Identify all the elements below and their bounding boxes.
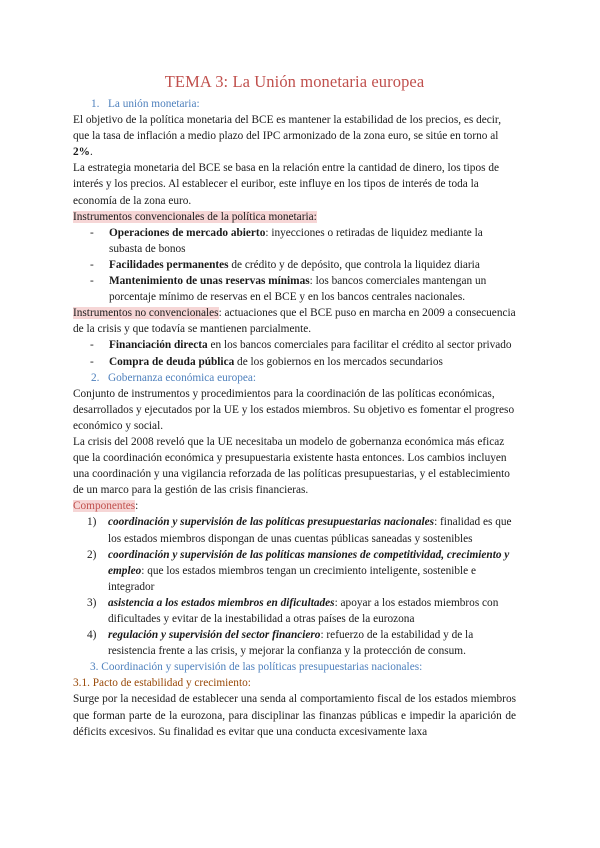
list-item	[73, 514, 516, 546]
list-number: 3)	[87, 596, 97, 609]
list-item-term: Operaciones de mercado abierto	[109, 226, 266, 239]
section-1-title: La unión monetaria:	[108, 98, 200, 110]
conventional-instruments-list	[73, 225, 516, 305]
list-item	[73, 354, 516, 370]
dash-bullet: -	[90, 226, 94, 239]
list-item-text: : refuerzo de la estabilidad y de la resistencia frente a las crisis, y mejorar la confianza y la protección de consum.	[108, 629, 474, 658]
list-item	[73, 225, 516, 257]
list-number: 2)	[87, 548, 97, 561]
document-page	[73, 72, 516, 740]
list-item-term: coordinación y supervisión de las políticas presupuestarias nacionales	[108, 516, 435, 529]
components-heading	[73, 498, 516, 514]
list-item-text: en los bancos comerciales para facilitar el crédito al sector privado	[207, 339, 512, 352]
paragraph-1-text: El objetivo de la política monetaria del BCE es mantener la estabilidad de los precios, es decir, que la tasa de inflación a medio plazo del IPC armonizado de la zona euro, se sitúe en torno al	[73, 114, 502, 143]
paragraph-4: La crisis del 2008 reveló que la UE necesitaba un modelo de gobernanza económica más eficaz que la coordinación económica y presupuestaria existente hasta entonces. Los cambios incluyen una coordinación y una vigilancia reforzada de las políticas presupuestarias, y el establecimiento de un marco para la gestión de las crisis financieras.	[73, 435, 510, 497]
dash-bullet: -	[90, 339, 94, 352]
nonconventional-instruments-text: : actuaciones que el BCE puso en marcha en 2009 a consecuencia de la crisis y que todavía se mantienen parcialmente.	[73, 307, 516, 336]
section-2-number: 2.	[91, 371, 100, 384]
list-item-term: regulación y supervisión del sector financiero	[108, 629, 321, 642]
components-label: Componentes	[73, 500, 136, 513]
list-item-term: Mantenimiento de unas reservas mínimas	[109, 275, 310, 288]
nonconventional-instruments-list	[73, 337, 516, 369]
list-item-term: Financiación directa	[109, 339, 208, 352]
list-item-text: : finalidad es que los estados miembros dispongan de unas cuentas públicas saneadas y sostenibles	[108, 516, 512, 545]
list-item	[73, 547, 516, 595]
dash-bullet: -	[90, 275, 94, 288]
list-item	[73, 595, 516, 627]
section-1-number: 1.	[91, 98, 100, 110]
dash-bullet: -	[90, 258, 94, 271]
conventional-instruments-heading	[73, 209, 516, 225]
paragraph-5: Surge por la necesidad de establecer una senda al comportamiento fiscal de los estados miembros que forman parte de la eurozona, para disciplinar las finanzas públicas e impedir la aparición de déficits excesivos. Su finalidad es evitar que una conducta excesivamente laxa	[73, 693, 516, 738]
section-3-1-heading: 3.1. Pacto de estabilidad y crecimiento:	[73, 677, 251, 690]
paragraph-1-end: .	[89, 146, 93, 159]
paragraph-2: La estrategia monetaria del BCE se basa en la relación entre la cantidad de dinero, los tipos de interés y los precios. Al establecer el euribor, este influye en los tipos de interés de toda la economía de la zona euro.	[73, 162, 499, 207]
list-item-term: asistencia a los estados miembros en dificultades	[108, 596, 335, 609]
list-item-term: coordinación y supervisión de las políticas mansiones de competitividad, crecimiento y empleo	[108, 548, 510, 577]
nonconventional-instruments-paragraph	[73, 305, 516, 337]
list-item	[73, 257, 516, 273]
list-item-text: : inyecciones o retiradas de liquidez mediante la subasta de bonos	[109, 226, 483, 255]
dash-bullet: -	[90, 355, 94, 368]
list-item-term: Compra de deuda pública	[109, 355, 235, 368]
list-item-text: : apoyar a los estados miembros con dificultades y evitar de la inestabilidad a otras países de la eurozona	[108, 596, 499, 625]
paragraph-3: Conjunto de instrumentos y procedimientos para la coordinación de las políticas económicas, desarrollados y ejecutados por la UE y los estados miembros. Su objetivo es fomentar el progreso económico y social.	[73, 387, 515, 432]
section-2-heading	[73, 370, 516, 386]
list-item	[73, 627, 516, 659]
components-list	[73, 514, 516, 659]
list-item-text: de crédito y de depósito, que controla la liquidez diaria	[228, 258, 480, 271]
conventional-instruments-label: Instrumentos convencionales de la política monetaria:	[73, 210, 317, 223]
list-number: 4)	[87, 629, 97, 642]
nonconventional-instruments-label: Instrumentos no convencionales	[73, 307, 219, 320]
section-3-heading: 3. Coordinación y supervisión de las políticas presupuestarias nacionales:	[90, 661, 423, 674]
page-title: TEMA 3: La Unión monetaria europea	[164, 72, 425, 91]
list-item-text: : los bancos comerciales mantengan un porcentaje mínimo de reservas en el BCE y en los bancos centrales nacionales.	[109, 275, 487, 304]
list-item-text: de los gobiernos en los mercados secundarios	[234, 355, 443, 368]
list-item	[73, 337, 516, 353]
list-item-text: : que los estados miembros tengan un crecimiento inteligente, sostenible e integrador	[108, 564, 477, 593]
list-number: 1)	[87, 516, 97, 529]
inflation-target: 2%	[73, 146, 90, 159]
section-2-title: Gobernanza económica europea:	[108, 371, 257, 384]
section-1-heading	[73, 96, 516, 112]
components-colon: :	[135, 500, 139, 513]
paragraph-1	[73, 112, 516, 160]
list-item	[73, 273, 516, 305]
list-item-term: Facilidades permanentes	[109, 258, 229, 271]
